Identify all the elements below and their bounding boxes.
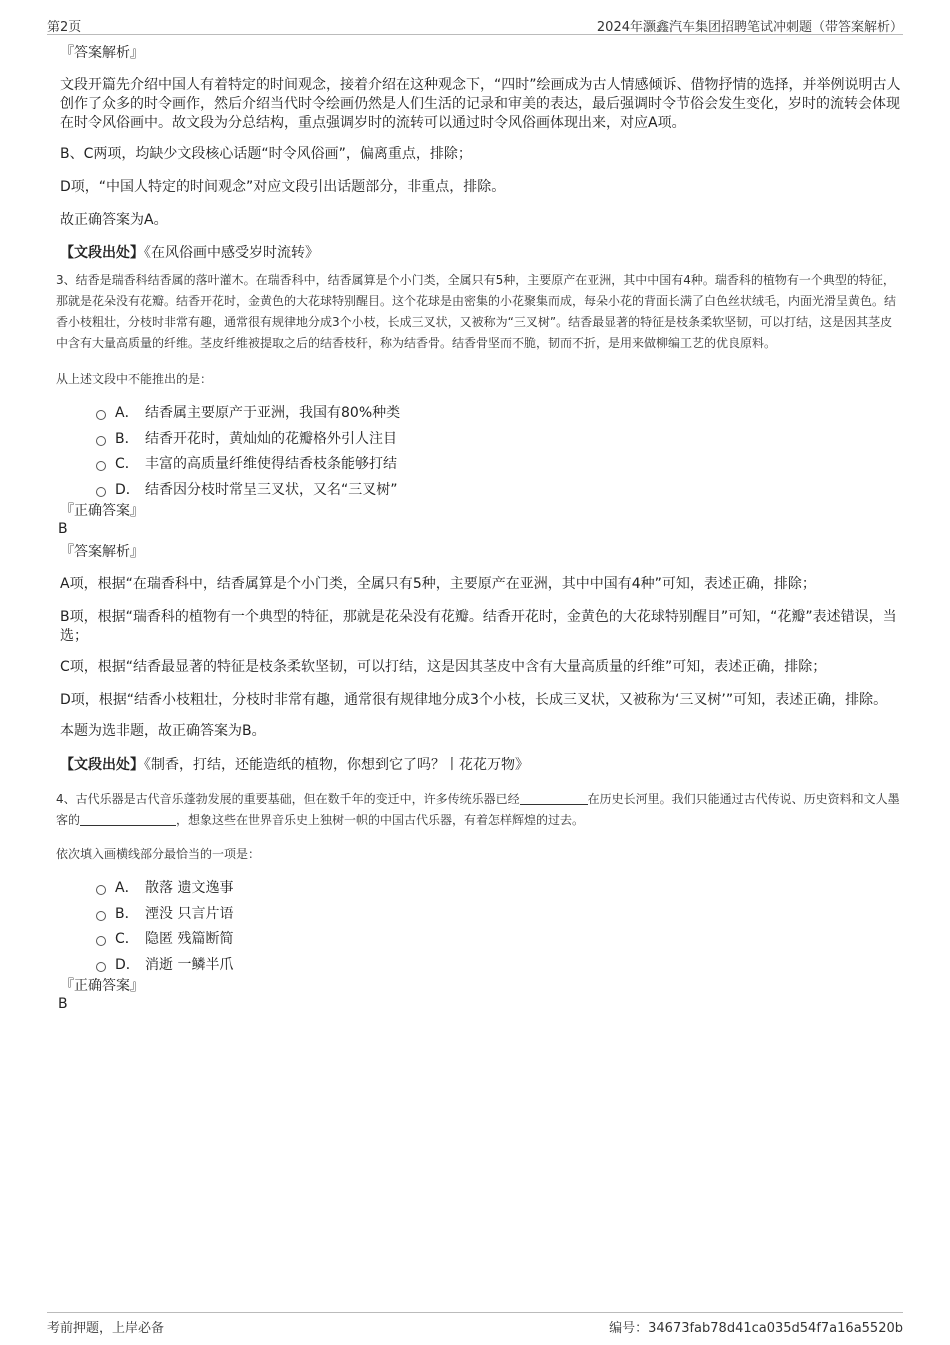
radio-icon[interactable]	[96, 911, 106, 921]
q2-analysis-paragraph: B、C两项，均缺少文段核心话题“时令风俗画”，偏离重点，排除；	[60, 146, 472, 162]
q3-answer: B	[58, 521, 68, 537]
page-header	[47, 14, 903, 35]
q3-analysis-paragraph: D项，根据“结香小枝粗壮，分枝时非常有趣，通常很有规律地分成3个小枝，长成三叉状，又被称为‘三叉树’”可知，表述正确，排除。	[60, 692, 888, 708]
q2-analysis-paragraph: D项，“中国人特定的时间观念”对应文段引出话题部分，非重点，排除。	[60, 179, 506, 195]
q2-analysis-label: 『答案解析』	[60, 45, 144, 61]
q3-option-a[interactable]: A． 结香属主要原产于亚洲，我国有80%种类	[96, 404, 902, 422]
q3-prompt: 从上述文段中不能推出的是：	[56, 372, 213, 386]
q4-prompt: 依次填入画横线部分最恰当的一项是：	[56, 847, 261, 861]
q3-analysis-paragraph: 本题为选非题，故正确答案为B。	[60, 723, 266, 739]
page-content	[56, 44, 902, 1013]
q4-text: 4、古代乐器是古代音乐蓬勃发展的重要基础，但在数千年的变迁中，许多传统乐器已经 在历史长河里。我们只能通过古代传说、历史资料和文人墨客的 ，想象这些在世界音乐史上独树一帜的中国古代乐器，有着怎样辉煌的过去。	[56, 792, 900, 827]
q2-source-text: 《在风俗画中感受岁时流转》	[144, 245, 319, 261]
q4-option-b[interactable]: B． 湮没 只言片语	[96, 905, 902, 923]
page-footer	[47, 1312, 903, 1337]
q2-analysis-paragraph: 文段开篇先介绍中国人有着特定的时间观念，接着介绍在这种观念下，“四时”绘画成为古人情感倾诉、借物抒情的选择，并举例说明古人创作了众多的时令画作，然后介绍当代时令绘画仍然是人们生活的记录和审美的表达，最后强调时令节俗会发生变化，岁时的流转会体现在时令风俗画中。故文段为分总结构，重点强调岁时的流转可以通过时令风俗画体现出来，对应A项。	[60, 77, 901, 131]
q3-option-b[interactable]: B． 结香开花时，黄灿灿的花瓣格外引人注目	[96, 430, 902, 448]
radio-icon[interactable]	[96, 885, 106, 895]
q4-answer: B	[58, 996, 68, 1012]
q4-blank-2	[80, 813, 176, 826]
radio-icon[interactable]	[96, 487, 106, 497]
q3-answer-label: 『正确答案』	[60, 503, 144, 519]
page-number: 第2页	[47, 20, 82, 35]
q3-source	[60, 756, 902, 775]
footer-slogan: 考前押题，上岸必备	[47, 1321, 165, 1336]
q3-option-d[interactable]: D． 结香因分枝时常呈三叉状，又名“三叉树”	[96, 481, 902, 499]
radio-icon[interactable]	[96, 436, 106, 446]
radio-icon[interactable]	[96, 461, 106, 471]
q2-analysis-paragraph: 故正确答案为A。	[60, 212, 168, 228]
radio-icon[interactable]	[96, 410, 106, 420]
q2-source	[60, 244, 902, 263]
q3-source-label: 【文段出处】	[60, 757, 144, 773]
q3-analysis-paragraph: C项，根据“结香最显著的特征是枝条柔软坚韧，可以打结，这是因其茎皮中含有大量高质量的纤维”可知，表述正确，排除；	[60, 659, 827, 675]
q4-answer-label: 『正确答案』	[60, 978, 144, 994]
q4-option-a[interactable]: A． 散落 遗文逸事	[96, 879, 902, 897]
q3-options	[96, 404, 902, 499]
q3-analysis-label: 『答案解析』	[60, 544, 144, 560]
q4-blank-1	[520, 792, 588, 805]
q4-option-d[interactable]: D． 消逝 一鳞半爪	[96, 956, 902, 974]
document-code: 编号：34673fab78d41ca035d54f7a16a5520b	[609, 1321, 903, 1336]
q2-source-label: 【文段出处】	[60, 245, 144, 261]
q3-analysis-paragraph: A项，根据“在瑞香科中，结香属算是个小门类，全属只有5种，主要原产在亚洲，其中中国有4种”可知，表述正确，排除；	[60, 576, 816, 592]
radio-icon[interactable]	[96, 962, 106, 972]
q3-source-text: 《制香，打结，还能造纸的植物，你想到它了吗？丨花花万物》	[144, 757, 529, 773]
q3-text: 3、结香是瑞香科结香属的落叶灌木。在瑞香科中，结香属算是个小门类，全属只有5种，主要原产在亚洲，其中中国有4种。瑞香科的植物有一个典型的特征，那就是花朵没有花瓣。结香开花时，金黄色的大花球特别醒目。这个花球是由密集的小花聚集而成，每朵小花的背面长满了白色丝状绒毛，内面光滑呈黄色。结香小枝粗壮，分枝时非常有趣，通常很有规律地分成3个小枝，长成三叉状，又被称为“三叉树”。结香最显著的特征是枝条柔软坚韧，可以打结，这是因其茎皮中含有大量高质量的纤维。茎皮纤维被提取之后的结香枝秆，称为结香骨。结香骨坚而不脆，韧而不折，是用来做柳编工艺的优良原料。	[56, 273, 897, 350]
q3-analysis-paragraph: B项，根据“瑞香科的植物有一个典型的特征，那就是花朵没有花瓣。结香开花时，金黄色的大花球特别醒目”可知，“花瓣”表述错误，当选；	[60, 609, 897, 644]
q4-option-c[interactable]: C． 隐匿 残篇断简	[96, 930, 902, 948]
q3-option-c[interactable]: C． 丰富的高质量纤维使得结香枝条能够打结	[96, 455, 902, 473]
q4-options	[96, 879, 902, 974]
document-title: 2024年灏鑫汽车集团招聘笔试冲刺题（带答案解析）	[596, 20, 903, 35]
radio-icon[interactable]	[96, 936, 106, 946]
